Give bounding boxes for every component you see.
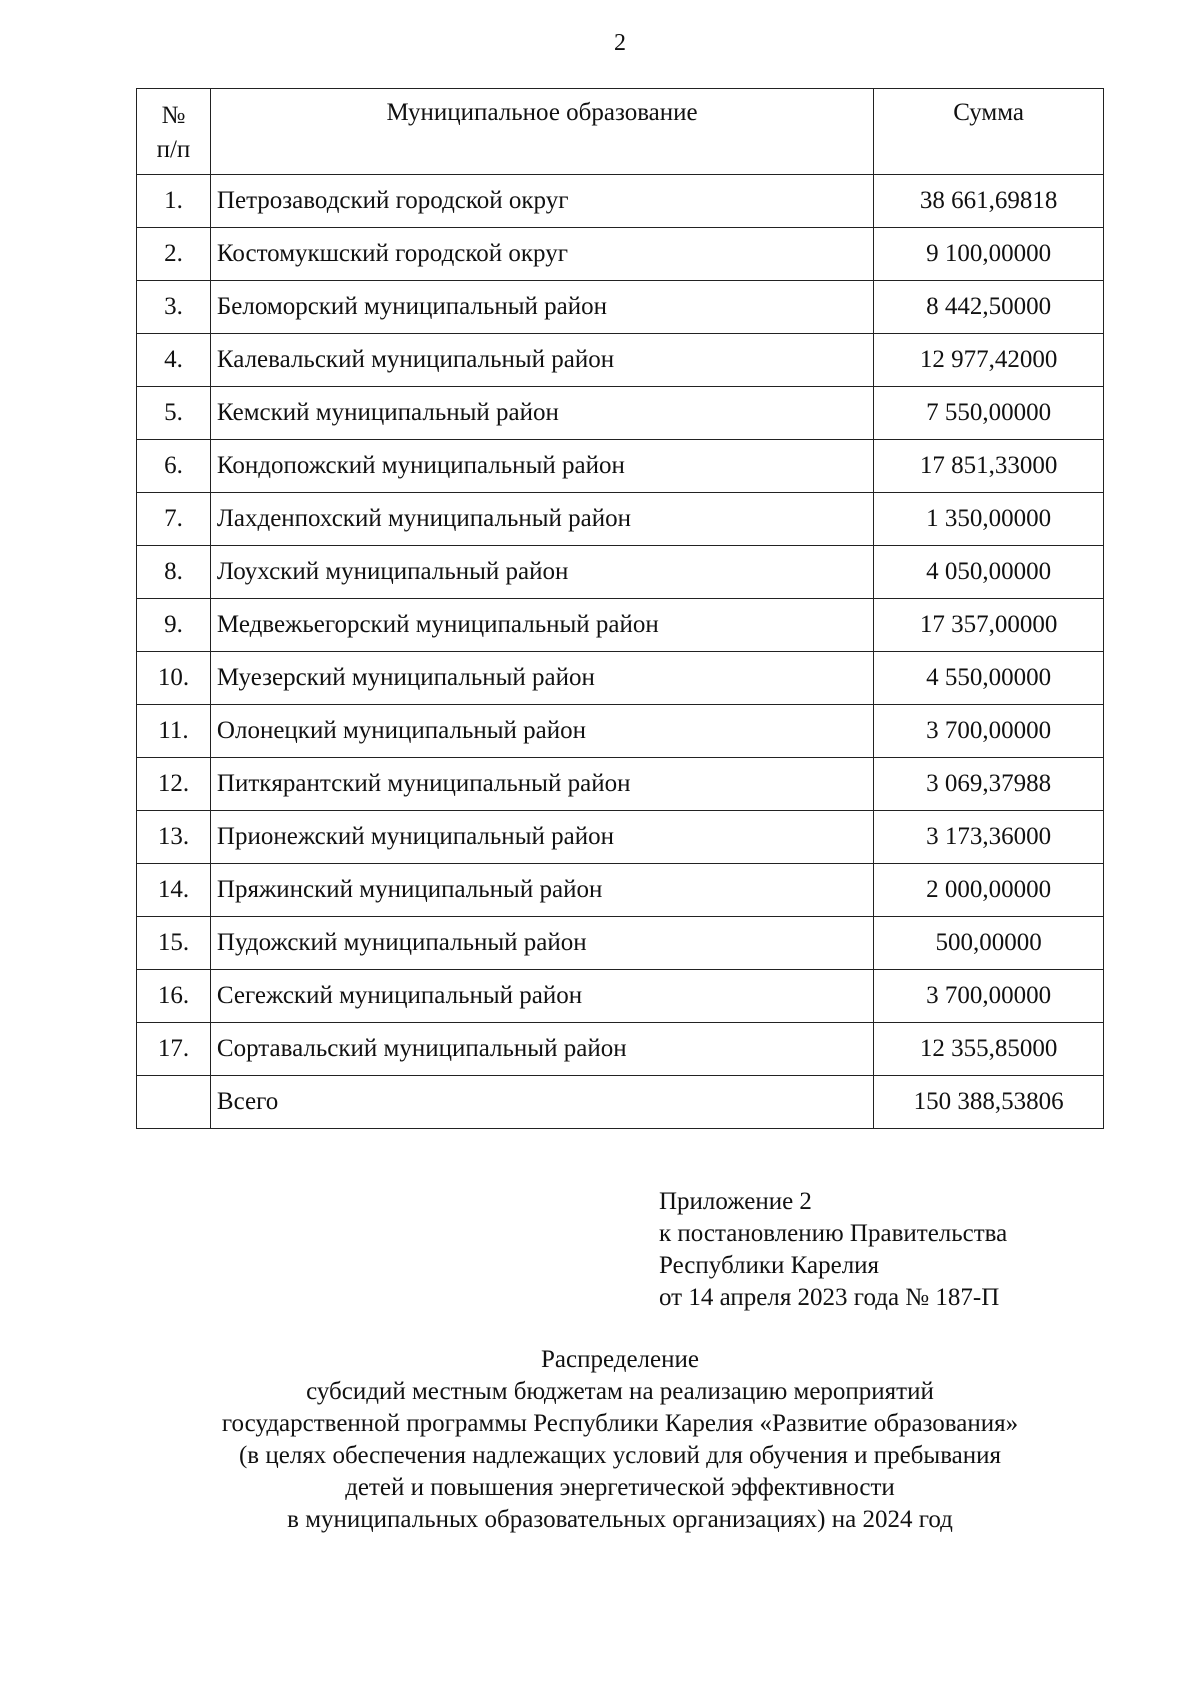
row-municipality: Сортавальский муниципальный район [210, 1023, 873, 1076]
row-sum: 17 357,00000 [874, 599, 1104, 652]
row-municipality: Пряжинский муниципальный район [210, 864, 873, 917]
row-sum: 38 661,69818 [874, 175, 1104, 228]
header-num [137, 89, 211, 175]
table-row [137, 705, 1104, 758]
row-municipality: Костомукшский городской округ [210, 228, 873, 281]
header-num-symbol: № [161, 102, 186, 129]
row-number: 8. [137, 546, 211, 599]
row-sum: 7 550,00000 [874, 387, 1104, 440]
row-municipality: Медвежьегорский муниципальный район [210, 599, 873, 652]
table-row [137, 228, 1104, 281]
appendix-republic: Республики Карелия [659, 1252, 880, 1279]
row-sum: 8 442,50000 [874, 281, 1104, 334]
row-municipality: Прионежский муниципальный район [210, 811, 873, 864]
row-number: 9. [137, 599, 211, 652]
row-sum: 12 977,42000 [874, 334, 1104, 387]
table-row [137, 917, 1104, 970]
distribution-line-3: государственной программы Республики Карелия «Развитие образования» [221, 1410, 1019, 1437]
row-sum: 9 100,00000 [874, 228, 1104, 281]
row-number: 3. [137, 281, 211, 334]
row-sum: 2 000,00000 [874, 864, 1104, 917]
appendix-title: Приложение 2 [659, 1188, 812, 1215]
row-municipality: Сегежский муниципальный район [210, 970, 873, 1023]
table-body [137, 175, 1104, 1129]
row-number: 1. [137, 175, 211, 228]
table-row [137, 758, 1104, 811]
table-row [137, 599, 1104, 652]
distribution-line-4: (в целях обеспечения надлежащих условий для обучения и пребывания [238, 1442, 1002, 1469]
row-municipality: Лахденпохский муниципальный район [210, 493, 873, 546]
row-municipality: Питкярантский муниципальный район [210, 758, 873, 811]
table-row [137, 1023, 1104, 1076]
appendix-block [659, 1186, 1007, 1314]
table-total-row [137, 1076, 1104, 1129]
table-row [137, 281, 1104, 334]
table-row [137, 334, 1104, 387]
table-row [137, 970, 1104, 1023]
header-num-abbr: п/п [156, 135, 191, 163]
row-number: 14. [137, 864, 211, 917]
row-sum: 4 550,00000 [874, 652, 1104, 705]
distribution-title-block [136, 1344, 1104, 1536]
row-municipality: Беломорский муниципальный район [210, 281, 873, 334]
row-number: 13. [137, 811, 211, 864]
row-municipality: Калевальский муниципальный район [210, 334, 873, 387]
row-municipality: Муезерский муниципальный район [210, 652, 873, 705]
row-municipality: Пудожский муниципальный район [210, 917, 873, 970]
row-number: 6. [137, 440, 211, 493]
table-row [137, 546, 1104, 599]
table-row [137, 387, 1104, 440]
row-number: 11. [137, 705, 211, 758]
row-sum: 12 355,85000 [874, 1023, 1104, 1076]
header-sum: Сумма [874, 89, 1104, 175]
row-sum: 500,00000 [874, 917, 1104, 970]
distribution-line-2: субсидий местным бюджетам на реализацию мероприятий [306, 1378, 934, 1405]
table-row [137, 493, 1104, 546]
row-number: 15. [137, 917, 211, 970]
table-row [137, 864, 1104, 917]
table-row [137, 811, 1104, 864]
row-sum: 3 700,00000 [874, 970, 1104, 1023]
appendix-date-number: от 14 апреля 2023 года № 187-П [659, 1284, 1000, 1311]
row-municipality: Петрозаводский городской округ [210, 175, 873, 228]
appendix-reference: к постановлению Правительства [659, 1220, 1008, 1247]
row-sum: 17 851,33000 [874, 440, 1104, 493]
row-municipality: Всего [210, 1076, 873, 1129]
row-number [137, 1076, 211, 1129]
row-number: 12. [137, 758, 211, 811]
row-sum: 3 700,00000 [874, 705, 1104, 758]
row-number: 10. [137, 652, 211, 705]
table-header-row [137, 89, 1104, 175]
subsidy-table [136, 88, 1104, 1129]
row-municipality: Кемский муниципальный район [210, 387, 873, 440]
header-municipality: Муниципальное образование [210, 89, 873, 175]
table-row [137, 652, 1104, 705]
row-number: 16. [137, 970, 211, 1023]
row-sum: 3 173,36000 [874, 811, 1104, 864]
row-sum: 1 350,00000 [874, 493, 1104, 546]
row-sum: 3 069,37988 [874, 758, 1104, 811]
page-number: 2 [614, 30, 626, 56]
distribution-line-6: в муниципальных образовательных организациях) на 2024 год [287, 1506, 953, 1533]
row-number: 4. [137, 334, 211, 387]
row-number: 5. [137, 387, 211, 440]
row-municipality: Кондопожский муниципальный район [210, 440, 873, 493]
distribution-line-5: детей и повышения энергетической эффективности [345, 1474, 895, 1501]
row-sum: 150 388,53806 [874, 1076, 1104, 1129]
row-number: 7. [137, 493, 211, 546]
row-municipality: Лоухский муниципальный район [210, 546, 873, 599]
row-sum: 4 050,00000 [874, 546, 1104, 599]
table-row [137, 440, 1104, 493]
row-municipality: Олонецкий муниципальный район [210, 705, 873, 758]
distribution-heading: Распределение [541, 1346, 699, 1373]
row-number: 2. [137, 228, 211, 281]
table-row [137, 175, 1104, 228]
row-number: 17. [137, 1023, 211, 1076]
